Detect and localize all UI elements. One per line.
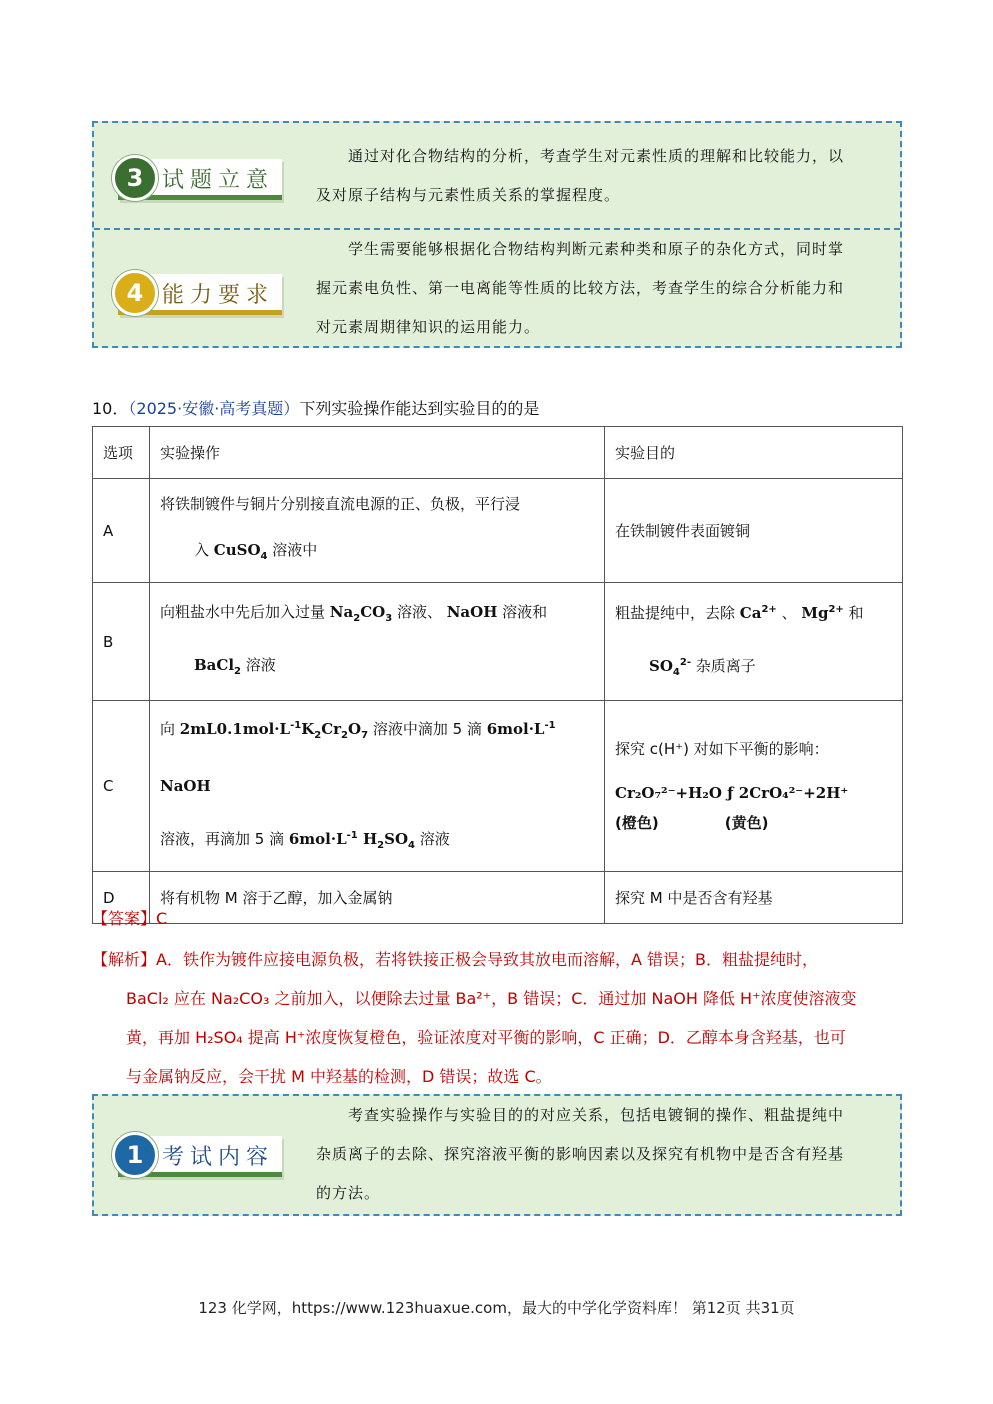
badge-number: 3	[112, 155, 158, 201]
info-box-bottom	[92, 1094, 902, 1216]
badge-title: 能力要求	[162, 283, 275, 308]
answer-line: 【答案】C	[92, 909, 168, 928]
analysis-block: 【解析】A．铁作为镀件应接电源负极，若将铁接正极会导致其放电而溶解，A 错误；B．粗盐提纯时， BaCl₂ 应在 Na₂CO₃ 之前加入，以便除去过量 Ba²⁺，B 错误；C．通过加 NaOH 降低 H⁺浓度使溶液变 黄，再加 H₂SO₄ 提高 H⁺浓度恢复橙色，验证浓度对平衡的影响，C 正确；D．乙醇本身含羟基，也可 与金属钠反应，会干扰 M 中羟基的检测，D 错误；故选 C。	[92, 950, 857, 1086]
badge-exam-content	[112, 1118, 282, 1178]
badge-ability	[112, 256, 282, 316]
page-footer: 123 化学网，https://www.123huaxue.com，最大的中学化学资料库！ 第12页 共31页	[198, 1299, 795, 1317]
equilibrium-equation: Cr₂O₇²⁻+H₂O ƒ 2CrO₄²⁻+2H⁺	[615, 784, 849, 802]
table-header-row: 选项 实验操作 实验目的	[93, 427, 903, 479]
answer-value: C	[156, 909, 168, 928]
badge-number: 4	[112, 270, 158, 316]
section-ability	[94, 228, 900, 346]
section-text: 考查实验操作与实验目的的对应关系，包括电镀铜的操作、粗盐提纯中 杂质离子的去除、探究溶液平衡的影响因素以及探究有机物中是否含有羟基 的方法。	[316, 1106, 845, 1202]
question-source: 2025·安徽·高考真题	[136, 399, 284, 418]
table-row: D 将有机物 M 溶于乙醇，加入金属钠 探究 M 中是否含有羟基	[93, 872, 903, 924]
section-text: 通过对化合物结构的分析，考查学生对元素性质的理解和比较能力，以 及对原子结构与元素性质关系的掌握程度。	[316, 147, 845, 204]
question-text: 下列实验操作能达到实验目的的是	[299, 399, 540, 418]
table-row: C 向 $2mL0.1mol\cdot L^{-1}K_2Cr_2O_7$ 溶液中滴加 5 滴 $6mol\cdot L^{-1}$ NaOH 溶液，再滴加 5 滴 $6mol\cdot L^{-1}$ $H_2SO_4$ 溶液 探究 c(H⁺) 对如下平衡的影响： Cr₂O₇²⁻+H₂O ƒ 2CrO₄²⁻+2H⁺ (橙色) (黄色)	[93, 701, 903, 872]
badge-title: 试题立意	[162, 168, 275, 193]
table-row: B 向粗盐水中先后加入过量 $Na_2CO_3$ 溶液、 NaOH 溶液和 BaCl$_2$ 溶液 粗盐提纯中，去除 $Ca^{2+}$ 、 $Mg^{2+}$ 和 $SO_4^{2-}$ 杂质离子	[93, 583, 903, 701]
table-row: A 将铁制镀件与铜片分别接直流电源的正、负极，平行浸 入 CuSO$_4$ 溶液中 在铁制镀件表面镀铜	[93, 479, 903, 583]
badge-intent	[112, 141, 282, 201]
section-text: 学生需要能够根据化合物结构判断元素种类和原子的杂化方式，同时掌 握元素电负性、第一电离能等性质的比较方法，考查学生的综合分析能力和 对元素周期律知识的运用能力。	[316, 240, 845, 336]
question-stem: 10．（2025·安徽·高考真题）下列实验操作能达到实验目的的是	[92, 399, 540, 418]
question-table	[92, 426, 903, 924]
info-box-top	[92, 121, 902, 348]
badge-number: 1	[112, 1132, 158, 1178]
section-exam-content	[94, 1096, 900, 1214]
badge-title: 考试内容	[162, 1145, 275, 1170]
section-intent	[94, 123, 900, 228]
